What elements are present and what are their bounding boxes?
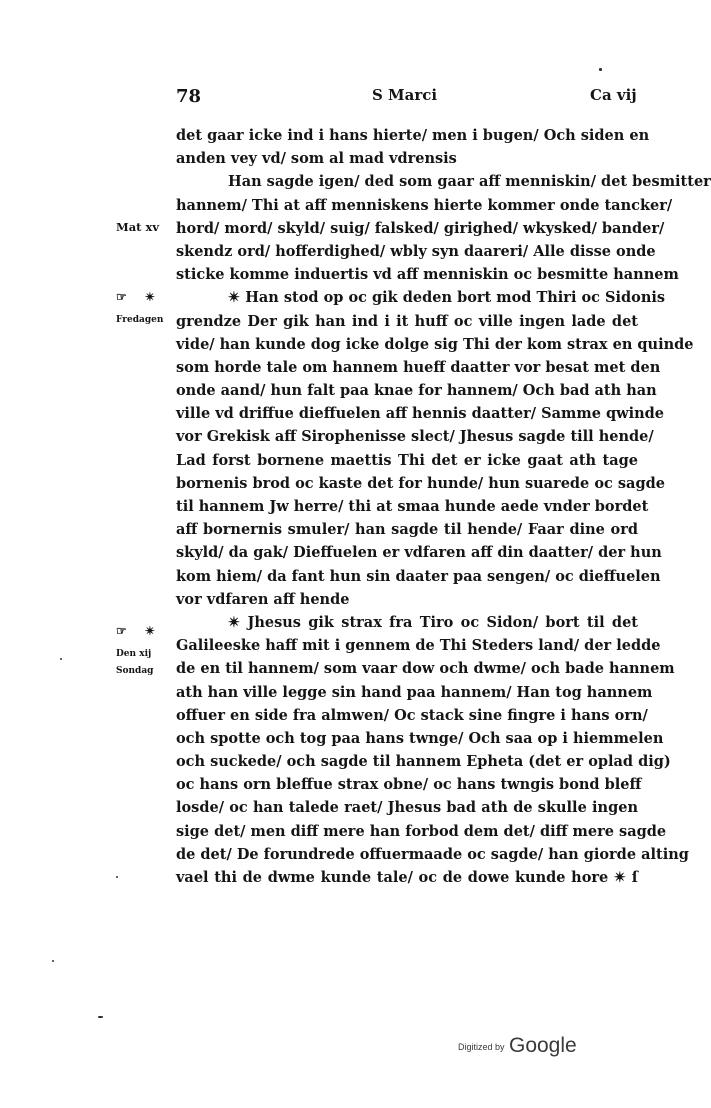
margin-note-sondag (116, 620, 155, 684)
body-line: vael thi de dwme kunde tale/ oc de dowe kunde hore ✴ ſ (176, 869, 638, 886)
body-line: ath han ville legge sin hand paa hannem/ Han tog hannem (176, 683, 653, 701)
sondag-label-2: Sondag (116, 666, 154, 677)
running-title: S Marci (372, 86, 438, 104)
body-line: det gaar icke ind i hans hierte/ men i bugen/ Och siden en (176, 127, 650, 144)
body-line: hannem/ Thi at aff menniskens hierte kommer onde tancker/ (176, 196, 673, 214)
body-line: aff bornernis smuler/ han sagde til hende/ Faar dine ord (176, 521, 638, 539)
margin-note-fredagen (116, 286, 163, 332)
body-line: anden vey vd/ som al mad vdrensis (176, 150, 457, 168)
body-line: de det/ De forundrede offuermaade oc sagde/ han giorde alting (176, 845, 689, 863)
cross-ref-label: Mat xv (116, 220, 160, 234)
body-line: ✴ Han stod op oc gik deden bort mod Thiri oc Sidonis (228, 289, 666, 307)
body-line: sticke komme induertis vd aff menniskin oc besmitte hannem (176, 266, 679, 284)
body-line: de en til hannem/ som vaar dow och dwme/ och bade hannem (176, 660, 675, 678)
pointing-hand-icon: ☞ (116, 624, 127, 638)
star-icon: ✴ (144, 290, 156, 304)
digitized-by-text: Digitized by (458, 1042, 505, 1052)
body-line: vide/ han kunde dog icke dolge sig Thi der kom strax en quinde (176, 335, 694, 353)
body-line: onde aand/ hun falt paa knae for hannem/ Och bad ath han (176, 382, 657, 400)
body-line: skyld/ da gak/ Dieffuelen er vdfaren aff din daatter/ der hun (176, 544, 662, 562)
body-line: hord/ mord/ skyld/ suig/ falsked/ girighed/ wkysked/ bander/ (176, 219, 665, 237)
body-line: offuer en side fra almwen/ Oc stack sine fingre i hans orn/ (176, 706, 648, 724)
page-number: 78 (176, 86, 202, 107)
fredagen-label: Fredagen (116, 315, 164, 326)
body-line: ✴ Jhesus gik strax fra Tiro oc Sidon/ bort til det (228, 613, 638, 631)
body-line: vor Grekisk aff Sirophenisse slect/ Jhesus sagde till hende/ (176, 428, 654, 446)
star-icon: ✴ (144, 624, 156, 638)
chapter-label: Ca vij (590, 86, 637, 104)
body-line: oc hans orn bleffue strax obne/ oc hans twngis bond bleff (176, 776, 642, 794)
body-line: sige det/ men diff mere han forbod dem det/ diff mere sagde (176, 822, 667, 840)
body-line: och spotte och tog paa hans twnge/ Och saa op i hiemmelen (176, 729, 664, 747)
body-line: losde/ oc han talede raet/ Jhesus bad ath de skulle ingen (176, 799, 638, 817)
body-line: Lad forst bornene maettis Thi det er icke gaat ath tage (176, 451, 638, 469)
body-line: och suckede/ och sagde til hannem Epheta (det er oplad dig) (176, 753, 671, 771)
body-line: ville vd driffue dieffuelen aff hennis daatter/ Samme qwinde (176, 405, 665, 423)
body-line: vor vdfaren aff hende (176, 590, 350, 608)
body-line: Galileeske haff mit i gennem de Thi Steders land/ der ledde (176, 637, 661, 655)
body-line: bornenis brod oc kaste det for hunde/ hun suarede oc sagde (176, 474, 665, 492)
margin-note-cross-ref (116, 216, 159, 239)
pointing-hand-icon: ☞ (116, 290, 127, 304)
body-line: til hannem Jw herre/ thi at smaa hunde aede vnder bordet (176, 498, 649, 515)
body-line: skendz ord/ hofferdighed/ wbly syn daareri/ Alle disse onde (176, 242, 656, 260)
body-line: Han sagde igen/ ded som gaar aff menniskin/ det besmitter (228, 173, 711, 191)
sondag-label-1: Den xij (116, 649, 152, 660)
digitized-by-google (458, 1034, 577, 1058)
body-line: som horde tale om hannem hueff daatter vor besat met den (176, 358, 661, 376)
body-line: grendze Der gik han ind i it huff oc ville ingen lade det (176, 312, 638, 330)
google-logo: Google (508, 1034, 577, 1057)
body-line: kom hiem/ da fant hun sin daater paa sengen/ oc dieffuelen (176, 567, 661, 585)
body-text (176, 124, 711, 889)
